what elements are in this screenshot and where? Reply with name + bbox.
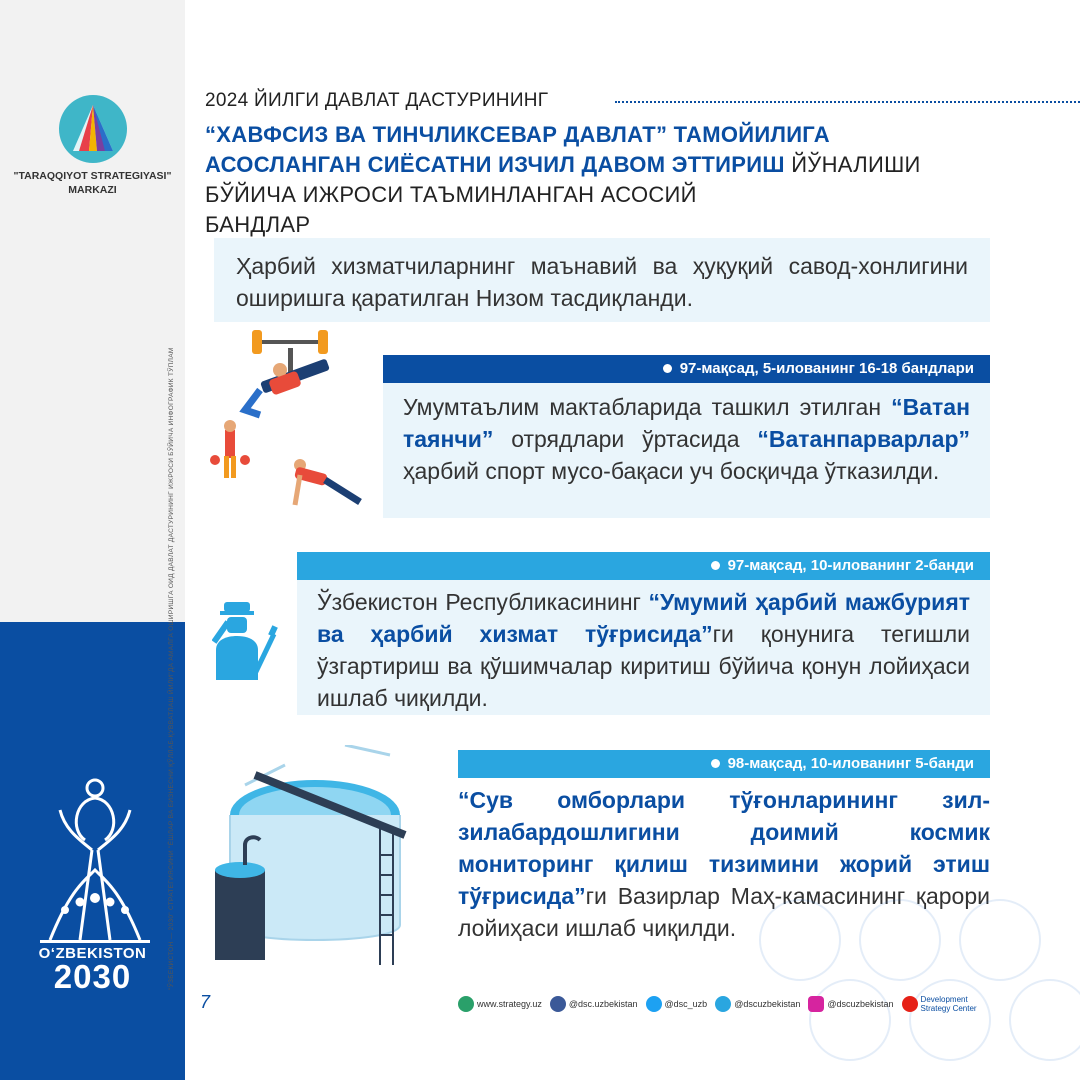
org-logo-icon	[59, 95, 127, 163]
sport-training-illustration-icon	[200, 330, 380, 520]
header-bold-part2: АСОСЛАНГАН СИЁСАТНИ ИЗЧИЛ ДАВОМ ЭТТИРИШ	[205, 152, 785, 177]
item-2-text-3: ҳарбий спорт мусо-бақаси уч босқичда ўтказилди.	[403, 458, 940, 484]
footer-youtube-line1: Development	[920, 995, 968, 1004]
footer-instagram-text: @dscuzbekistan	[827, 999, 894, 1009]
page-number: 7	[200, 992, 211, 1012]
footer-youtube-line2: Strategy Center	[920, 1004, 977, 1013]
youtube-icon	[902, 996, 918, 1012]
bullet-dot-icon	[663, 364, 672, 373]
item-4-text-1: ги Вазирлар Маҳ-камасининг қарори лойиҳаси ишлаб чиқилди.	[458, 883, 990, 941]
sidebar-top	[0, 0, 185, 622]
item-2-tag	[383, 355, 990, 383]
item-3-text-1: Ўзбекистон Республикасининг	[317, 589, 649, 615]
item-2-text-2: отрядлари ўртасида	[493, 426, 758, 452]
footer-telegram[interactable]	[715, 996, 800, 1012]
item-3-tag-text: 97-мақсад, 10-илованинг 2-банди	[727, 557, 974, 574]
org-name-line2: MARKAZI	[68, 184, 117, 196]
soldier-icon	[212, 600, 280, 680]
header-bold-part1: “ХАВФСИЗ ВА ТИНЧЛИКСЕВАР ДАВЛАТ” ТАМОЙИЛИГА	[205, 122, 830, 147]
item-2-tag-text: 97-мақсад, 5-илованинг 16-18 бандлари	[679, 360, 974, 377]
item-3-text-2: ги қонунига тегишли ўзгартириш ва қўшимчалар киритиш бўйича қонун лойиҳаси ишлаб чиқилди.	[317, 621, 970, 711]
twitter-icon	[646, 996, 662, 1012]
header-line1: 2024 ЙИЛГИ ДАВЛАТ ДАСТУРИНИНГ	[205, 90, 549, 111]
item-1-box	[214, 238, 990, 322]
item-3-box	[297, 580, 990, 715]
item-2-text-1: Умумтаълим мактабларида ташкил этилган	[403, 394, 892, 420]
org-logo-block	[0, 95, 185, 197]
brand-country: O‘ZBEKISTON	[38, 945, 147, 962]
bullet-dot-icon	[711, 759, 720, 768]
vertical-caption	[168, 270, 180, 990]
header-normal-part: ЙЎНАЛИШИ	[784, 152, 921, 177]
item-3-tag	[297, 552, 990, 580]
item-2-box	[383, 383, 990, 518]
item-4-tag-text: 98-мақсад, 10-илованинг 5-банди	[727, 755, 974, 772]
item-3-bold-1: “Умумий ҳарбий мажбурият ва ҳарбий хизмат тўғрисида”	[317, 589, 970, 647]
footer-twitter[interactable]	[646, 996, 708, 1012]
footer-telegram-text: @dscuzbekistan	[734, 999, 801, 1009]
bullet-dot-icon	[711, 561, 720, 570]
instagram-icon	[808, 996, 824, 1012]
footer-instagram[interactable]	[808, 996, 893, 1012]
org-name	[0, 169, 185, 197]
item-1-text: Ҳарбий хизматчиларнинг маънавий ва ҳуқуқий савод-хонлигини оширишга қаратилган Низом тасдиқланди.	[236, 253, 968, 311]
globe-icon	[458, 996, 474, 1012]
footer-twitter-text: @dsc_uzb	[664, 999, 708, 1009]
vertical-caption-text: "ЎЗБЕКИСТОН — 2030" СТРАТЕГИЯСИНИ "ЁШЛАР ВА БИЗНЕСНИ ҚЎЛЛАБ-ҚУВВАТЛАШ ЙИЛИ"ДА АМАЛГА ОШИРИШГА ОИД ДАВЛАТ ДАСТУРИНИНГ ИЖРОСИ БЎЙИЧА ИНФОГРАФИК ТЎПЛАМ	[168, 347, 175, 990]
header-title	[205, 120, 1005, 180]
footer-facebook-text: @dsc.uzbekistan	[568, 999, 638, 1009]
footer-facebook[interactable]	[550, 996, 638, 1012]
footer-social-links	[458, 992, 1018, 1016]
header-dotted-rule	[615, 101, 1080, 103]
item-4-bold-1: “Сув омборлари тўғонларининг зил-зилабардошлигини доимий космик мониторинг қилиш тизимини жорий этиш тўғрисида”	[458, 787, 990, 909]
item-2-bold-1: “Ватан таянчи”	[403, 394, 970, 452]
telegram-icon	[715, 996, 731, 1012]
item-2-bold-2: “Ватанпарварлар”	[757, 426, 970, 452]
header-line4: БЎЙИЧА ИЖРОСИ ТАЪМИНЛАНГАН АСОСИЙ БАНДЛАР	[205, 182, 697, 237]
brand-year: 2030	[53, 958, 132, 995]
footer-website[interactable]	[458, 996, 542, 1012]
water-reservoir-illustration-icon	[205, 745, 420, 975]
org-name-line1: "TARAQQIYOT STRATEGIYASI"	[13, 170, 172, 182]
item-4-tag	[458, 750, 990, 778]
footer-youtube[interactable]	[902, 995, 977, 1013]
facebook-icon	[550, 996, 566, 1012]
decorative-pattern	[740, 880, 1080, 1080]
footer-website-text: www.strategy.uz	[477, 999, 542, 1009]
